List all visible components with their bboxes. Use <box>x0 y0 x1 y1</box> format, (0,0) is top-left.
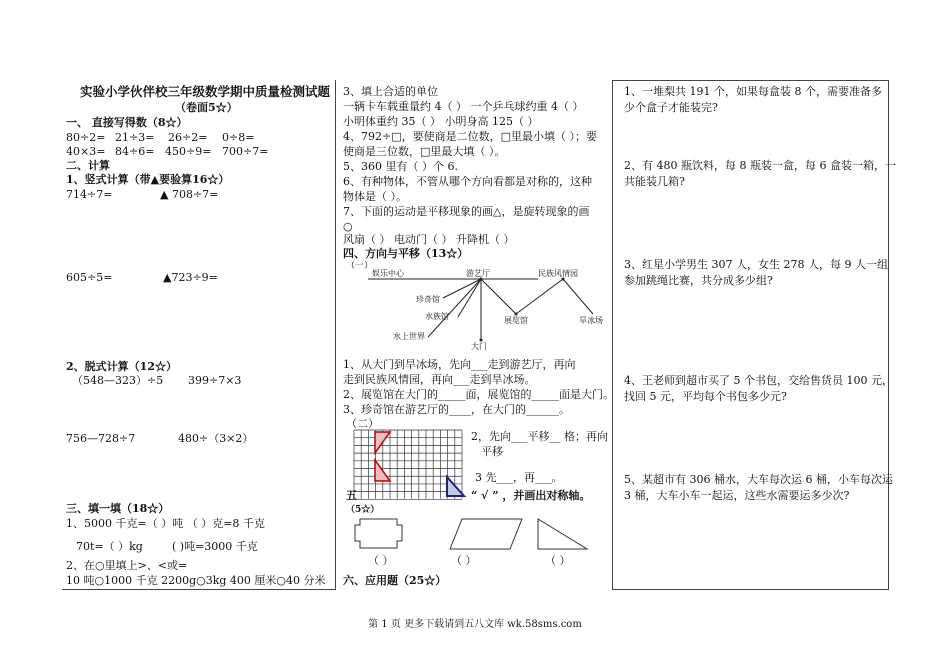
park-map <box>338 265 613 350</box>
problem-2-line-a: 2、有 480 瓶饮料，每 8 瓶装一盒，每 6 盒装一箱，一 <box>624 159 896 172</box>
calc-row1-item4: 0÷8= <box>222 131 255 144</box>
q3-line-a: 一辆卡车载重量约 4（ ） 一个乒乓球约重 4（ ） <box>343 100 584 113</box>
fill-item-2a: 70t=（ ）kg <box>76 540 143 553</box>
q7-line-c: 风扇（ ） 电动门（ ） 升降机（ ） <box>343 233 515 246</box>
exam-title: 实验小学伙伴校三年级数学期中质量检测试题 <box>80 84 331 99</box>
vertical-calc-4: ▲723÷9= <box>163 271 218 284</box>
shape-answer-3: （ ） <box>545 554 571 567</box>
section-6-heading: 六、应用题（25☆） <box>343 574 447 587</box>
step-calc-1: （548—323）÷5 <box>72 374 164 387</box>
grid-q1-line-b: 平移 <box>481 445 503 458</box>
fill-item-2b: ( )吨=3000 千克 <box>172 540 258 553</box>
page-footer: 第 1 页 更多下载请到五八文库 wk.58sms.com <box>368 619 582 630</box>
q4-line-a: 4、792÷□，要使商是二位数，□里最小填（ ）；要 <box>343 130 597 143</box>
section-5-prefix: 五 <box>346 489 357 502</box>
calc-row2-item2: 84÷6= <box>115 145 155 158</box>
problem-4-line-a: 4、王老师到超市买了 5 个书包，交给售货员 100 元， <box>624 374 893 387</box>
problem-1-line-b: 少个盒子才能装完? <box>624 101 718 114</box>
fill-item-1: 1、5000 千克=（ ）吨 （ ）克=8 千克 <box>66 517 265 530</box>
q6-line-b: 物体是（ ）。 <box>343 190 407 203</box>
map-q1-line-a: 1、从大门到旱冰场，先向___走到游艺厅，再向 <box>343 358 576 371</box>
q5-line: 5、360 里有（ ）个 6. <box>343 160 458 173</box>
shape-answer-2: （ ） <box>451 554 477 567</box>
col1-bottom-rule <box>62 589 336 590</box>
q3-line-b: 小明体重约 35（ ） 小明身高 125（ ） <box>343 115 539 128</box>
step-calc-heading: 2、脱式计算（12☆） <box>66 360 177 373</box>
map-label-treasure: 珍奇馆 <box>416 295 440 304</box>
problem-3-line-b: 参加跳绳比赛，共分成多少组? <box>624 274 773 287</box>
map-label-entertainment: 娱乐中心 <box>372 269 404 278</box>
section-3-heading: 三、填一填（18☆） <box>66 502 170 515</box>
map-label-waterworld: 水上世界 <box>393 332 425 341</box>
shape-triangle <box>538 519 587 549</box>
vertical-calc-2: ▲ 708÷7= <box>160 188 219 201</box>
step-calc-4: 480÷（3×2） <box>178 432 254 445</box>
q6-line-a: 6、有种物体，不管从哪个方向看都是对称的，这种 <box>343 175 592 188</box>
shape-parallelogram <box>450 519 522 549</box>
vertical-calc-3: 605÷5= <box>66 271 113 284</box>
map-q3-line: 3、珍奇馆在游艺厅的____，在大门的______。 <box>343 403 570 416</box>
q7-line-a: 7、下面的运动是平移现象的画△，是旋转现象的画 <box>343 205 590 218</box>
symmetry-shapes <box>350 515 600 553</box>
section-4-heading: 四、方向与平移（13☆） <box>343 247 469 260</box>
calc-row1-item2: 21÷3= <box>115 131 155 144</box>
q4-line-b: 使商是三位数，□里最大填（ ）。 <box>343 145 506 158</box>
section-2-heading: 二、计算 <box>66 159 110 172</box>
step-calc-2: 399÷7×3 <box>188 374 242 387</box>
map-label-exhibit: 展览馆 <box>504 316 528 325</box>
section-5-score: （5☆） <box>346 505 380 515</box>
problem-5-line-a: 5、某超市有 306 桶水，大车每次运 6 桶，小车每次运 <box>624 473 893 486</box>
vertical-calc-1: 714÷7= <box>66 188 113 201</box>
q3-label: 3、填上合适的单位 <box>343 85 438 98</box>
problem-2-line-b: 共能装几箱? <box>624 175 685 188</box>
part-2-label: （二） <box>346 417 379 430</box>
map-label-folk: 民族风情园 <box>538 269 578 278</box>
section-5-heading: “ √ ” ，并画出对称轴。 <box>471 489 591 502</box>
calc-row1-item1: 80÷2= <box>66 131 106 144</box>
problem-4-line-b: 找回 5 元，平均每个书包多少元? <box>624 390 787 403</box>
map-q2-line: 2、展览馆在大门的_____面，展览馆的_____面是大门。 <box>343 388 614 401</box>
right-border <box>888 80 889 590</box>
shape-notched-rect <box>355 519 402 548</box>
shape-answer-1: （ ） <box>368 554 394 567</box>
step-calc-3: 756—728÷7 <box>66 432 136 445</box>
map-label-arcade: 游艺厅 <box>466 269 490 278</box>
map-q1-line-b: 走到民族风情园，再向___走到旱冰场。 <box>343 373 536 386</box>
vertical-calc-heading: 1、竖式计算（带▲要验算16☆） <box>66 173 230 186</box>
problem-5-line-b: 3 桶，大车小车一起运，这些水需要运多少次? <box>624 489 850 502</box>
problem-3-line-a: 3、红星小学男生 307 人，女生 278 人，每 9 人一组 <box>624 258 888 271</box>
q7-line-b: ○ <box>343 220 353 233</box>
grid-q2-line: 3 先___，再___。 <box>475 471 563 484</box>
bottom-rule <box>612 589 889 590</box>
problem-1-line-a: 1、一堆梨共 191 个，如果每盒装 8 个，需要准备多 <box>624 85 882 98</box>
exam-subtitle: （卷面5☆） <box>175 101 238 114</box>
calc-row1-item3: 26÷2= <box>168 131 208 144</box>
fill-item-4: 10 吨○1000 千克 2200g○3kg 400 厘米○40 分米 <box>66 574 326 587</box>
map-label-aquarium: 水族馆 <box>425 312 449 321</box>
grid-q1-line: 2，先向___平移__ 格；再向 <box>471 430 608 443</box>
column-divider-1 <box>335 80 336 590</box>
calc-row2-item1: 40×3= <box>66 145 106 158</box>
fill-item-3: 2、在○里填上>、<或= <box>66 559 188 572</box>
translation-grid <box>353 429 469 500</box>
triangle-3 <box>447 477 464 496</box>
part-1-label: （一） <box>346 261 374 271</box>
calc-row2-item3: 450÷9= <box>165 145 212 158</box>
top-rule <box>612 80 889 81</box>
map-label-gate: 大门 <box>471 342 487 350</box>
section-1-heading: 一、 直接写得数（8☆） <box>66 116 188 129</box>
map-label-iceskate: 旱冰场 <box>579 316 603 325</box>
calc-row2-item4: 700÷7= <box>222 145 269 158</box>
